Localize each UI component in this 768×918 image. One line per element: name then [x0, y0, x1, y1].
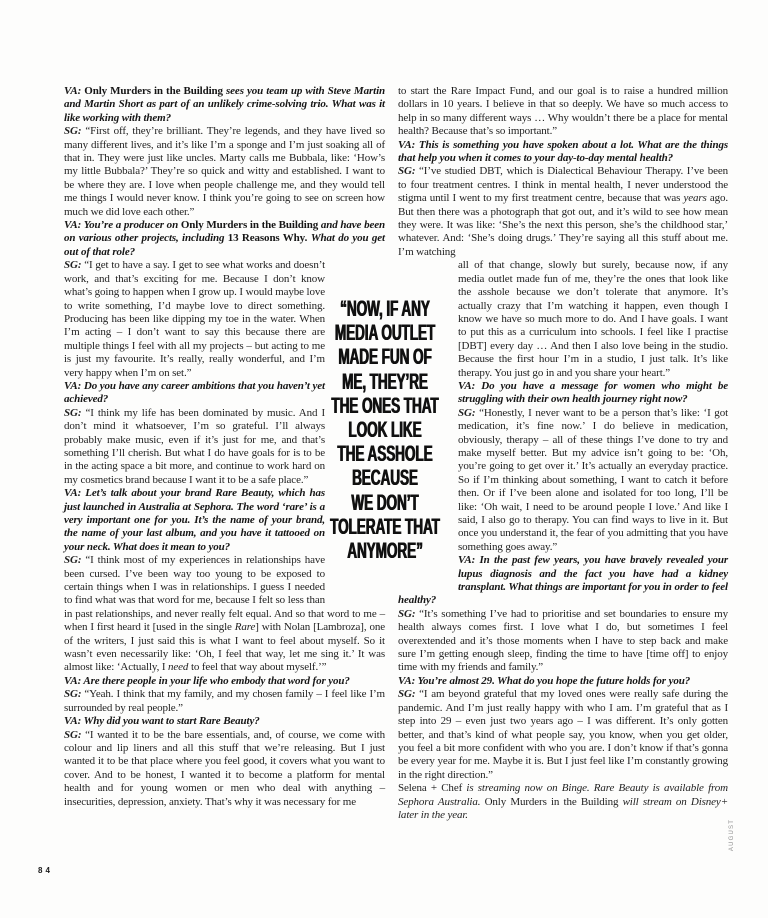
paragraph-segment: “I think most of my experiences in relationships have been cursed. I’ve been way too young to be exposed to certain things when I was in relationships. I guess I needed to find what was that word for me, because I felt so less than in past relationships, and never really felt equal. And so that word to me – when I first heard it [used in the single [64, 554, 385, 634]
question-paragraph [398, 675, 728, 688]
paragraph-segment: ago. But then there was a photograph that got out, and it’s wild to see how mean they were. It was like: ‘She’s the next this person, she’s the childhood star,’ whatever. And: ‘She’s doing drugs.’ They’re saying all this stuff about me. I’m watching [398, 192, 728, 258]
spine-text: AUGUST [729, 818, 735, 852]
question-paragraph [64, 715, 385, 728]
paragraph-segment: “I’ve studied DBT, which is Dialectical Behaviour Therapy. I’ve been to four treatment centres. I think in mental health, I never understood the stigma until I went to my first treatment centre, because that was [398, 165, 728, 205]
paragraph-segment: SG: [64, 554, 86, 567]
paragraph-segment: VA: [64, 85, 85, 97]
paragraph-segment: SG: [64, 125, 86, 138]
paragraph-segment: VA: This is something you have spoken about a lot. What are the things that help you when it comes to your day-to-day mental health? [398, 138, 728, 165]
answer-paragraph [398, 85, 728, 139]
paragraph-segment: VA: You’re a producer on [64, 219, 181, 232]
pull-quote-line: BECAUSE [352, 465, 418, 491]
pull-quote-line: “NOW, IF ANY [340, 296, 430, 321]
question-paragraph [398, 139, 728, 166]
question-paragraph [64, 675, 385, 688]
answer-paragraph [398, 688, 728, 782]
paragraph-segment: Only Murders in the Building [180, 219, 319, 232]
paragraph-segment: SG: [458, 406, 480, 419]
paragraph-segment: need [168, 661, 189, 674]
pull-quote-line: ME, THEY’RE [342, 368, 428, 394]
paragraph-segment: VA: Why did you want to start Rare Beauty? [64, 715, 260, 728]
paragraph-segment: “I get to have a say. I get to see what works and doesn’t work, and that’s exciting for me. Because I don’t know what’s going to happen when I grow up. I would maybe love to write something, I’d maybe love to direct something. Producing has been like dipping my toe in the water. When I’m acting – I don’t want to say this because there are multiple things I feel with all my projects – but acting to me is just my favourite. It’s really, really wonderful, and I’m very happy when I’m on set.” [64, 259, 326, 379]
paragraph-segment: and have been on various other projects, including [64, 219, 386, 245]
paragraph-segment: “Honestly, I never want to be a person that’s like: ‘I got medication, it’s fine now.’ I do believe in medication, obviously, therapy – all of these things I’ve done to try and make myself better. But my advice isn’t going to be: ‘Oh, you’re going to get over it.’ It’s actually an everyday practice. So if I’m thinking about something, I want to catch it before then. Or if I’ve been alone and isolated for too long, I’ll be like: ‘Oh wait, I need to be around people I love.’ And like I said, I also go to therapy. You can find ways to live in it. But once you understand it, the fear of you admitting that you have something goes away.” [458, 406, 729, 553]
pull-quote-line: TOLERATE THAT [330, 513, 440, 539]
paragraph-segment: will stream on Disney+ later in the year. [398, 795, 728, 821]
pull-quote-line: WE DON’T [351, 489, 419, 515]
paragraph-segment: all of that change, slowly but surely, because now, if any media outlet made fun of me, they’re the ones that look like the asshole because we don’t tolerate that anymore. It’s actually crazy that I’m watching it happen, even though I know we have so much more to do. And I have goals. I want to put this as a curriculum into schools. I feel like I practise [DBT] every day … And then I also love being in the studio. Because the first hour I’m in a studio, I just talk. It’s like therapy. You just go in and you share your heart.” [458, 259, 728, 379]
pull-quote-line: THE ONES THAT [331, 392, 439, 418]
pull-quote-line: ANYMORE” [347, 538, 423, 564]
question-paragraph [64, 85, 385, 125]
paragraph-segment: Rare [234, 621, 256, 634]
pull-quote-line: THE ASSHOLE [337, 441, 433, 467]
paragraph-segment: 13 Reasons Why [227, 232, 306, 245]
paragraph-segment: years [683, 192, 707, 205]
paragraph-segment: SG: [398, 607, 420, 620]
answer-paragraph [398, 608, 728, 675]
paragraph-segment: SG: [64, 259, 85, 272]
paragraph-segment: VA: Do you have a message for women who might be struggling with their own health journey right now? [458, 379, 728, 406]
paragraph-segment: is streaming now on Binge. Rare Beauty is available from Sephora Australia. [398, 782, 728, 808]
answer-paragraph [64, 729, 385, 809]
paragraph-segment: VA: In the past few years, you have bravely revealed your lupus diagnosis and the fact you have had a kidney transplant. What things are important for you in order to feel healthy? [398, 554, 728, 607]
paragraph-segment: SG: [398, 165, 420, 178]
paragraph-segment: “I am beyond grateful that my loved ones were really safe during the pandemic. And I’m just really happy with who I am. I’m grateful that as I step into 29 – even just two years ago – I was different. It’s only gotten better, and that’s kind of what people say, you know, when you get older, you feel a bit more confident with who you are. I don’t know if that’s gonna be every year for me. Maybe it is. But I just feel like I’m constantly growing in the right direction.” [398, 688, 729, 781]
paragraph-segment: to start the Rare Impact Fund, and our goal is to raise a hundred million dollars in 10 years. I believe in that so deeply. We have so much access to help in so many different ways … Why wouldn’t there be a place for mental health? Because that’s so important.” [398, 85, 728, 138]
pull-quote-line: LOOK LIKE [348, 417, 422, 443]
paragraph-segment: “I wanted it to be the bare essentials, and, of course, we come with colour and lip liners and all this stuff that we’re releasing. But I just wanted it to be that place where you feel good, it covers what you want to cover. And to be honest, I wanted it to become a platform for mental health and for young women or men who deal with anything – insecurities, depression, anxiety. That’s why it was necessary for me [64, 728, 385, 808]
answer-paragraph [64, 125, 385, 219]
paragraph-segment: ] with Nolan [Lambroza], one of the writers, I just said this is what I want to feel about myself. So it wasn’t even necessarily like: ‘Oh, I feel that way, let me sing it.’ It was almost like: ‘Actually, I [64, 621, 385, 674]
paragraph-segment: SG: [398, 688, 420, 701]
paragraph-segment: “First off, they’re brilliant. They’re legends, and they have lived so many different lives, and it’s like I’m a sponge and I’m just soaking all of that in. They were just like uncles. Marty calls me Bubbala, like: ‘How’s my little Bubbala?’ They’re so quick and witty and established. I want to be where they are. I love when people challenge me, and they would tell me things I would never know. I think you’re going to see on screen how much we did love each other.” [64, 125, 385, 218]
credits-paragraph [398, 782, 728, 822]
pull-quote-line: MEDIA OUTLET [334, 320, 436, 346]
paragraph-segment: VA: Do you have any career ambitions that you haven’t yet achieved? [64, 379, 325, 406]
paragraph-segment: Only Murders in the Building [84, 85, 223, 97]
paragraph-segment: SG: [64, 688, 85, 701]
paragraph-segment: to feel that way about myself.’” [188, 661, 327, 674]
paragraph-segment: sees you team up with Steve Martin and Martin Short as part of an unlikely crime-solving trio. What was it like working with them? [64, 85, 386, 124]
paragraph-segment: “I think my life has been dominated by music. And I don’t mind it whatsoever, I’m so grateful. I’ll always probably make music, even if it’s just for me, and that’s something I’ll cherish. But what I do have goals for is to be in the acting space a bit more, and continue to work hard on my cosmetics brand because I want it to be a safe place.” [64, 406, 325, 486]
answer-paragraph [64, 688, 385, 715]
paragraph-segment: Selena + Chef [398, 782, 467, 795]
paragraph-segment: VA: Let’s talk about your brand Rare Beauty, which has just launched in Australia at Sephora. The word ‘rare’ is a very important one for you. It’s the name of your brand, the name of your last album, and you have it tattooed on your neck. What does it mean to you? [64, 487, 325, 553]
paragraph-segment: SG: [64, 728, 86, 741]
answer-paragraph [398, 165, 728, 259]
pull-quote-line: MADE FUN OF [338, 344, 432, 370]
paragraph-segment: “Yeah. I think that my family, and my chosen family – I feel like I’m surrounded by real people.” [64, 688, 385, 714]
paragraph-segment: . What do you get out of that role? [64, 232, 385, 258]
page-number: 84 [38, 866, 53, 875]
pull-quote [235, 297, 535, 563]
paragraph-segment: VA: You’re almost 29. What do you hope the future holds for you? [398, 674, 691, 687]
paragraph-segment: VA: Are there people in your life who embody that word for you? [64, 674, 350, 687]
paragraph-segment: “It’s something I’ve had to prioritise and set boundaries to ensure my health always comes first. I love what I do, but sometimes I feel overextended and it’s those moments when I have to step back and make sure I’m getting enough sleep, finding the time to have [time off] to enjoy time with my friends and family.” [398, 607, 729, 674]
paragraph-segment: Only Murders in the Building [484, 795, 623, 808]
question-paragraph [64, 219, 385, 259]
paragraph-segment: SG: [64, 406, 86, 419]
